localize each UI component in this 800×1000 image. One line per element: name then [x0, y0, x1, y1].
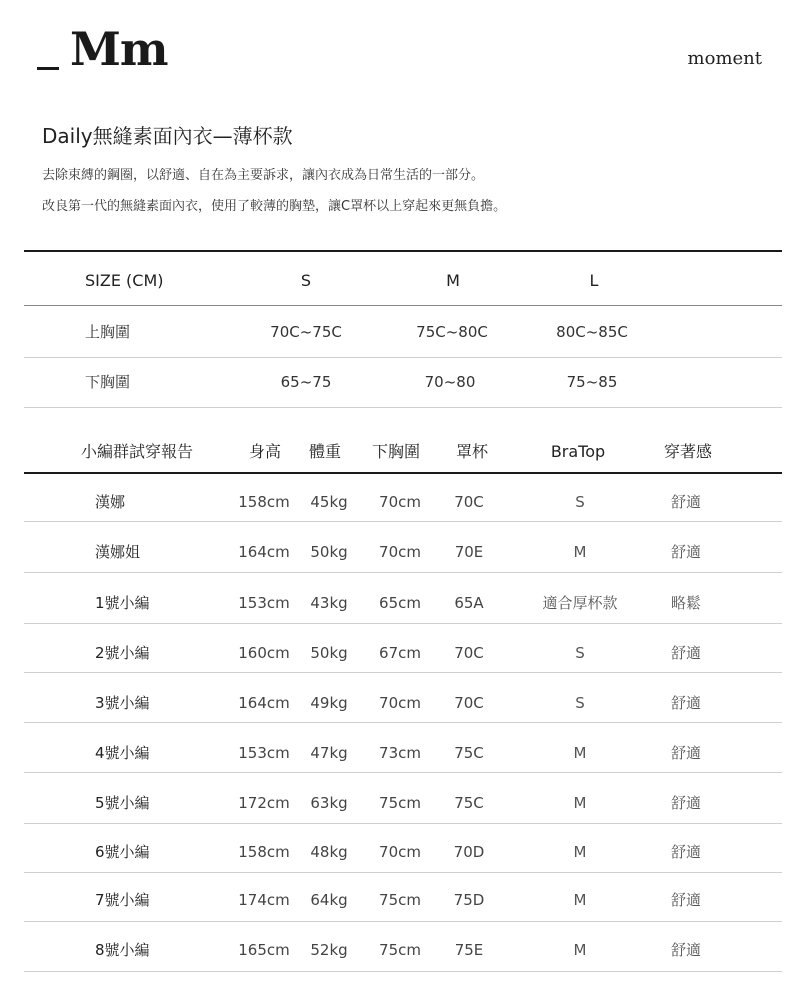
tester-cup: 75C: [454, 744, 484, 762]
tester-height: 160cm: [238, 644, 290, 662]
tester-height: 174cm: [238, 891, 290, 909]
tester-feel: 舒適: [670, 794, 702, 812]
logo: Mm: [70, 22, 168, 76]
tester-bratop: 適合厚杯款: [542, 594, 618, 612]
tester-under-bust: 75cm: [379, 794, 421, 812]
row-divider: [24, 672, 782, 673]
tester-cup: 75C: [454, 794, 484, 812]
size-cell: 70C~75C: [270, 323, 342, 341]
tester-bratop: S: [575, 644, 585, 662]
tester-weight: 48kg: [310, 843, 348, 861]
tester-name: 2號小編: [95, 644, 150, 662]
test-header-cup: 罩杯: [455, 442, 489, 461]
tester-under-bust: 73cm: [379, 744, 421, 762]
tester-weight: 49kg: [310, 694, 348, 712]
tester-height: 153cm: [238, 594, 290, 612]
test-header-weight: 體重: [308, 442, 342, 461]
size-header-s: S: [300, 271, 312, 290]
size-cell: 75C~80C: [416, 323, 488, 341]
tester-feel: 舒適: [670, 744, 702, 762]
size-header-m: M: [446, 271, 460, 290]
row-divider: [24, 772, 782, 773]
tester-height: 164cm: [238, 694, 290, 712]
tester-cup: 70E: [454, 543, 484, 561]
tester-bratop: M: [573, 941, 587, 959]
size-cell: 80C~85C: [556, 323, 628, 341]
tester-under-bust: 75cm: [379, 941, 421, 959]
row-divider: [24, 823, 782, 824]
tester-weight: 50kg: [310, 644, 348, 662]
tester-name: 1號小編: [95, 594, 150, 612]
row-divider: [24, 572, 782, 573]
tester-feel: 舒適: [670, 543, 702, 561]
size-header-label: SIZE (CM): [85, 271, 164, 290]
tester-name: 8號小編: [95, 941, 150, 959]
tester-name: 3號小編: [95, 694, 150, 712]
tester-feel: 舒適: [670, 891, 702, 909]
tester-under-bust: 67cm: [379, 644, 421, 662]
brand-name: moment: [687, 48, 762, 69]
size-row-label: 下胸圍: [85, 373, 131, 391]
tester-feel: 舒適: [670, 941, 702, 959]
tester-bratop: M: [573, 891, 587, 909]
tester-under-bust: 65cm: [379, 594, 421, 612]
tester-bratop: M: [573, 543, 587, 561]
tester-bratop: S: [575, 694, 585, 712]
test-header-height: 身高: [248, 442, 282, 461]
tester-bratop: S: [575, 493, 585, 511]
test-header-bratop: BraTop: [550, 442, 606, 461]
tester-height: 158cm: [238, 493, 290, 511]
row-divider: [24, 921, 782, 922]
size-header-l: L: [589, 271, 599, 290]
tester-height: 164cm: [238, 543, 290, 561]
tester-feel: 舒適: [670, 644, 702, 662]
size-table-header-rule: [24, 305, 782, 306]
row-divider: [24, 407, 782, 408]
tester-weight: 43kg: [310, 594, 348, 612]
tester-name: 6號小編: [95, 843, 150, 861]
tester-height: 153cm: [238, 744, 290, 762]
tester-cup: 75D: [453, 891, 485, 909]
product-description-2: 改良第一代的無縫素面內衣，使用了較薄的胸墊，讓C罩杯以上穿起來更無負擔。: [42, 199, 507, 214]
tester-feel: 略鬆: [670, 594, 702, 612]
test-header-name: 小編群試穿報告: [80, 442, 194, 461]
tester-bratop: M: [573, 794, 587, 812]
tester-name: 7號小編: [95, 891, 150, 909]
tester-weight: 45kg: [310, 493, 348, 511]
test-table-header-rule: [24, 472, 782, 474]
tester-cup: 70C: [454, 694, 484, 712]
size-cell: 70~80: [424, 373, 476, 391]
test-header-feel: 穿著感: [663, 442, 713, 461]
row-divider: [24, 872, 782, 873]
tester-height: 172cm: [238, 794, 290, 812]
tester-bratop: M: [573, 744, 587, 762]
logo-dash: [37, 67, 59, 70]
tester-cup: 70C: [454, 493, 484, 511]
test-header-under-bust: 下胸圍: [371, 442, 421, 461]
tester-weight: 52kg: [310, 941, 348, 959]
tester-name: 漢娜: [95, 493, 126, 511]
row-divider: [24, 722, 782, 723]
tester-under-bust: 70cm: [379, 694, 421, 712]
tester-feel: 舒適: [670, 694, 702, 712]
tester-under-bust: 70cm: [379, 543, 421, 561]
tester-feel: 舒適: [670, 493, 702, 511]
tester-under-bust: 70cm: [379, 493, 421, 511]
tester-cup: 75E: [454, 941, 484, 959]
tester-name: 漢娜姐: [95, 543, 141, 561]
tester-under-bust: 75cm: [379, 891, 421, 909]
tester-bratop: M: [573, 843, 587, 861]
row-divider: [24, 521, 782, 522]
tester-weight: 64kg: [310, 891, 348, 909]
size-cell: 65~75: [280, 373, 332, 391]
row-divider: [24, 357, 782, 358]
tester-weight: 63kg: [310, 794, 348, 812]
size-row-label: 上胸圍: [85, 323, 131, 341]
tester-name: 5號小編: [95, 794, 150, 812]
row-divider: [24, 623, 782, 624]
tester-feel: 舒適: [670, 843, 702, 861]
tester-weight: 50kg: [310, 543, 348, 561]
tester-height: 165cm: [238, 941, 290, 959]
tester-cup: 65A: [454, 594, 484, 612]
tester-name: 4號小編: [95, 744, 150, 762]
tester-cup: 70D: [453, 843, 485, 861]
tester-height: 158cm: [238, 843, 290, 861]
tester-cup: 70C: [454, 644, 484, 662]
row-divider: [24, 971, 782, 972]
product-description-1: 去除束縛的鋼圈，以舒適、自在為主要訴求，讓內衣成為日常生活的一部分。: [42, 168, 485, 183]
tester-under-bust: 70cm: [379, 843, 421, 861]
product-title: Daily無縫素面內衣—薄杯款: [42, 124, 293, 148]
size-cell: 75~85: [566, 373, 618, 391]
tester-weight: 47kg: [310, 744, 348, 762]
size-table-top-rule: [24, 250, 782, 252]
